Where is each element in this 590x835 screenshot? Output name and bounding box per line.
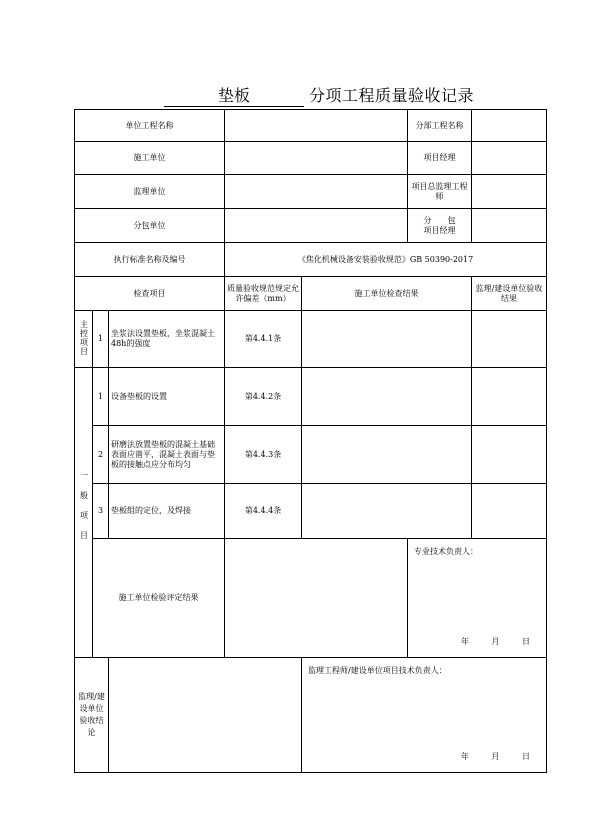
construction-unit-value[interactable] bbox=[225, 142, 408, 175]
check-item-text: 设备垫板的设置 bbox=[109, 368, 225, 426]
supervisor-result-header: 监理/建设单位验收结果 bbox=[472, 277, 547, 311]
constructor-result-cell[interactable] bbox=[302, 426, 472, 484]
clause-reference: 第4.4.2条 bbox=[225, 368, 302, 426]
check-item-text: 垫板组的定位，及焊接 bbox=[109, 484, 225, 539]
general-group-label bbox=[75, 368, 93, 658]
chief-supervisor-value[interactable] bbox=[472, 175, 547, 209]
constructor-result-header: 施工单位检查结果 bbox=[302, 277, 472, 311]
check-item-text: 坐浆法设置垫板，坐浆混凝土48h的强度 bbox=[109, 311, 225, 368]
supervision-unit-value[interactable] bbox=[225, 175, 408, 209]
supervisor-result-cell[interactable] bbox=[472, 368, 547, 426]
construction-eval-content[interactable] bbox=[225, 539, 408, 658]
project-manager-label: 项目经理 bbox=[408, 142, 472, 175]
clause-reference: 第4.4.1条 bbox=[225, 311, 302, 368]
main-control-group-label bbox=[75, 311, 93, 368]
constructor-result-cell[interactable] bbox=[302, 311, 472, 368]
supervision-eval-label: 监理/建设单位验收结论 bbox=[78, 692, 105, 737]
supervisor-result-cell[interactable] bbox=[472, 484, 547, 539]
item-number: 1 bbox=[93, 368, 109, 426]
constructor-result-cell[interactable] bbox=[302, 484, 472, 539]
subcontract-manager-value[interactable] bbox=[472, 209, 547, 243]
supervision-signer-label: 监理工程师/建设单位项目技术负责人： bbox=[308, 666, 447, 675]
construction-eval-label: 施工单位检验评定结果 bbox=[118, 593, 199, 602]
tech-lead-sign-cell[interactable] bbox=[408, 539, 547, 658]
item-number: 1 bbox=[93, 311, 109, 368]
item-number: 2 bbox=[93, 426, 109, 484]
constructor-result-cell[interactable] bbox=[302, 368, 472, 426]
main-control-group-text: 主控项目 bbox=[79, 319, 89, 356]
subcontract-manager-label bbox=[408, 209, 472, 243]
tech-lead-date: 年 月 日 bbox=[460, 637, 541, 646]
chief-supervisor-label: 项目总监理工程师 bbox=[408, 175, 472, 209]
item-number: 3 bbox=[93, 484, 109, 539]
tolerance-header: 质量验收规范规定允许偏差（mm） bbox=[225, 277, 302, 311]
form-title-text: 分项工程质量验收记录 bbox=[309, 86, 475, 105]
general-group-text: 一般项目 bbox=[79, 471, 89, 551]
standard-value[interactable]: 《焦化机械设备安装验收规范》GB 50390-2017 bbox=[225, 243, 547, 277]
unit-project-label: 单位工程名称 bbox=[75, 110, 225, 142]
supervisor-result-cell[interactable] bbox=[472, 426, 547, 484]
sub-project-value[interactable] bbox=[472, 110, 547, 142]
subproject-name-field[interactable]: 垫板 bbox=[164, 86, 304, 107]
construction-eval-label-cell bbox=[93, 539, 225, 658]
standard-label: 执行标准名称及编号 bbox=[75, 243, 225, 277]
acceptance-record-table bbox=[74, 109, 547, 773]
subcontract-manager-label-line2: 项目经理 bbox=[423, 225, 456, 235]
check-item-header: 检查项目 bbox=[75, 277, 225, 311]
unit-project-value[interactable] bbox=[225, 110, 408, 142]
form-title bbox=[0, 86, 590, 110]
subcontract-manager-label-line1: 分 包 bbox=[423, 215, 456, 225]
supervision-unit-label: 监理单位 bbox=[75, 175, 225, 209]
subcontractor-label: 分包单位 bbox=[75, 209, 225, 243]
supervision-date: 年 月 日 bbox=[460, 752, 541, 761]
project-manager-value[interactable] bbox=[472, 142, 547, 175]
supervisor-result-cell[interactable] bbox=[472, 311, 547, 368]
check-item-text: 研磨法放置垫板的混凝土基础表面应凿平，混凝土表面与垫板的接触点应分布均匀 bbox=[109, 426, 225, 484]
construction-unit-label: 施工单位 bbox=[75, 142, 225, 175]
supervision-sign-cell[interactable] bbox=[302, 658, 547, 773]
subcontractor-value[interactable] bbox=[225, 209, 408, 243]
tech-lead-label: 专业技术负责人： bbox=[414, 547, 479, 556]
clause-reference: 第4.4.4条 bbox=[225, 484, 302, 539]
supervision-eval-label-cell bbox=[75, 658, 109, 773]
supervision-eval-content[interactable] bbox=[109, 658, 302, 773]
sub-project-label: 分部工程名称 bbox=[408, 110, 472, 142]
clause-reference: 第4.4.3条 bbox=[225, 426, 302, 484]
